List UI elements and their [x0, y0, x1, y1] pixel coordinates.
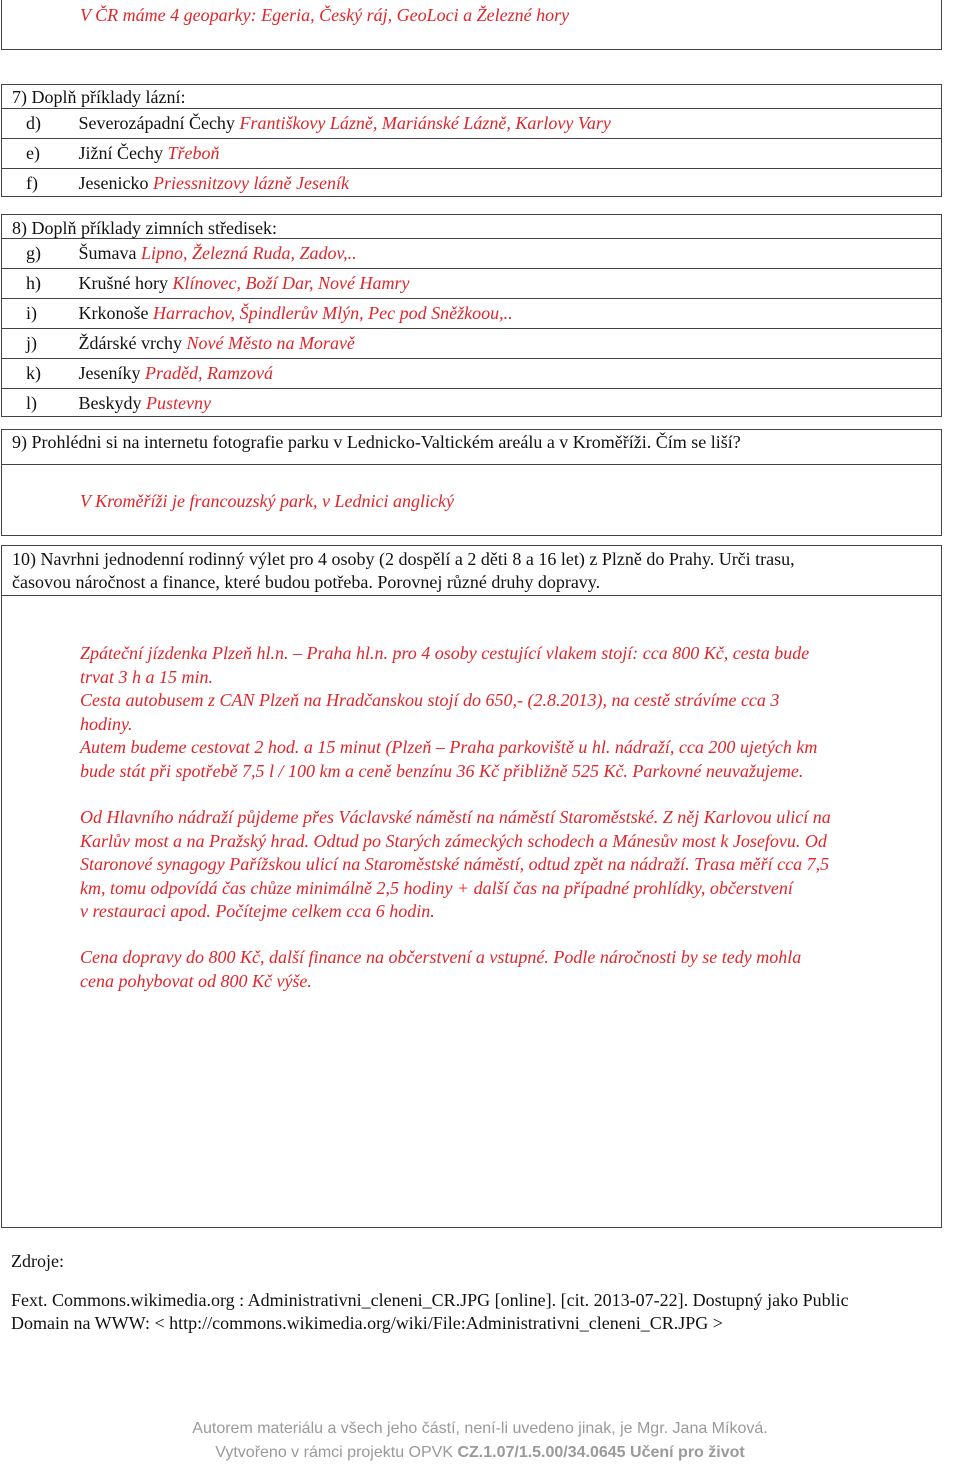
item-label: h): [26, 273, 41, 293]
text-line: bude stát při spotřebě 7,5 l / 100 km a ceně benzínu 36 Kč přibližně 525 Kč. Parkovné neuvažujeme.: [80, 760, 804, 781]
question-9-answer: V Kroměříži je francouzský park, v Lednici anglický: [80, 491, 454, 511]
item-label: k): [26, 363, 41, 383]
question-8-title: [2, 215, 941, 239]
question-10-title-line-2: časovou náročnost a finance, které budou potřeba. Porovnej různé druhy dopravy.: [12, 572, 601, 592]
item-region: Jeseníky: [78, 363, 141, 383]
item-answer: Priessnitzovy lázně Jeseník: [152, 173, 349, 193]
question-8-item-l: [2, 388, 941, 418]
text-line: Karlův most a na Pražský hrad. Odtud po Starých zámeckých schodech a Mánesův most k Josefovu. Od: [80, 830, 827, 851]
item-label: e): [26, 143, 40, 163]
sources-line-2: Domain na WWW: < http://commons.wikimedia.org/wiki/File:Administrativni_cleneni_CR.JPG >: [11, 1313, 723, 1333]
text-line: v restauraci apod. Počítejme celkem cca 6 hodin.: [80, 901, 435, 921]
text-line: trvat 3 h a 15 min.: [80, 666, 213, 687]
item-label: i): [26, 303, 37, 323]
question-9-box: [1, 429, 942, 536]
text-line: Od Hlavního nádraží půjdeme přes Václavské náměstí na náměstí Staroměstské. Z něj Karlovou ulicí na: [80, 807, 831, 827]
project-code: CZ.1.07/1.5.00/34.0645: [457, 1444, 626, 1461]
project-name: Učení pro život: [625, 1444, 745, 1461]
geoparks-answer: V ČR máme 4 geoparky: Egeria, Český ráj, GeoLoci a Železné hory: [80, 5, 570, 25]
sources-heading: Zdroje:: [11, 1251, 64, 1271]
page-footer: [0, 1417, 960, 1465]
item-label: l): [26, 393, 37, 413]
question-7-item-d: [2, 108, 941, 138]
question-7-title: [2, 85, 941, 109]
question-10-route-paragraph: [80, 806, 940, 924]
item-label: d): [26, 113, 41, 133]
item-label: j): [26, 333, 37, 353]
item-region: Severozápadní Čechy: [78, 113, 235, 133]
item-label: f): [26, 173, 38, 193]
question-8-item-g: [2, 238, 941, 268]
text-line: Cena dopravy do 800 Kč, další finance na občerstvení a vstupné. Podle náročnosti by se tedy mohla: [80, 947, 802, 967]
question-9-title: [2, 430, 941, 465]
question-10-title: [2, 546, 941, 596]
text-line: Staronové synagogy Pařížskou ulicí na Staroměstské náměstí, odtud zpět na nádraží. Trasa měří cca 7,5: [80, 854, 830, 874]
question-7-item-e: [2, 138, 941, 168]
author-line: Autorem materiálu a všech jeho částí, není-li uvedeno jinak, je Mgr. Jana Míková.: [192, 1420, 768, 1437]
text-line: cena pohybovat od 800 Kč výše.: [80, 970, 312, 991]
item-region: Beskydy: [78, 393, 142, 413]
item-label: g): [26, 243, 41, 263]
sources-line-1: Fext. Commons.wikimedia.org : Administrativni_cleneni_CR.JPG [online]. [cit. 2013-07-22]. Dostupný jako Public: [11, 1290, 849, 1310]
question-9-title-text: 9) Prohlédni si na internetu fotografie parku v Lednicko-Valtickém areálu a v Kroměříži. Čím se liší?: [12, 432, 741, 452]
question-8-item-i: [2, 298, 941, 328]
question-7-item-f: [2, 168, 941, 198]
item-region: Jižní Čechy: [78, 143, 163, 163]
text-line: Zpáteční jízdenka Plzeň hl.n. – Praha hl.n. pro 4 osoby cestující vlakem stojí: cca 800 Kč, cesta bude: [80, 643, 810, 663]
question-10-transport-paragraph: [80, 642, 940, 783]
text-line: Autem budeme cestovat 2 hod. a 15 minut (Plzeň – Praha parkoviště u hl. nádraží, cca 200 ujetých km: [80, 737, 818, 757]
item-answer: Harrachov, Špindlerův Mlýn, Pec pod Sněžkoou,..: [153, 303, 513, 323]
item-region: Šumava: [78, 243, 137, 263]
question-8-title-text: 8) Doplň příklady zimních středisek:: [12, 218, 277, 238]
item-region: Jesenicko: [78, 173, 149, 193]
item-answer: Klínovec, Boží Dar, Nové Hamry: [172, 273, 410, 293]
question-8-item-j: [2, 328, 941, 358]
project-line: [0, 1441, 960, 1465]
question-10-box: [1, 545, 942, 1228]
question-8-item-h: [2, 268, 941, 298]
item-answer: Lipno, Železná Ruda, Zadov,..: [141, 243, 357, 263]
question-9-answer-row: [2, 464, 941, 537]
sources-section: [11, 1250, 849, 1335]
text-line: hodiny.: [80, 713, 133, 734]
item-answer: Třeboň: [167, 143, 220, 163]
text-line: Cesta autobusem z CAN Plzeň na Hradčanskou stojí do 650,- (2.8.2013), na cestě strávíme cca 3: [80, 690, 780, 710]
question-8-item-k: [2, 358, 941, 388]
item-answer: Pustevny: [146, 393, 211, 413]
question-7-table: [1, 84, 942, 197]
question-7-title-text: 7) Doplň příklady lázní:: [12, 87, 186, 107]
project-prefix: Vytvořeno v rámci projektu OPVK: [215, 1444, 458, 1461]
geoparks-answer-box: [1, 0, 942, 50]
text-line: km, tomu odpovídá čas chůze minimálně 2,5 hodiny + další čas na případné prohlídky, občerstvení: [80, 877, 793, 898]
item-region: Krkonoše: [78, 303, 149, 323]
question-10-title-line-1: 10) Navrhni jednodenní rodinný výlet pro 4 osoby (2 dospělí a 2 děti 8 a 16 let) z Plzně do Prahy. Urči trasu,: [12, 549, 795, 569]
question-10-price-paragraph: [80, 946, 940, 993]
item-answer: Nové Město na Moravě: [186, 333, 355, 353]
item-region: Krušné hory: [78, 273, 168, 293]
item-region: Ždárské vrchy: [78, 333, 182, 353]
item-answer: Praděd, Ramzová: [145, 363, 273, 383]
item-answer: Františkovy Lázně, Mariánské Lázně, Karlovy Vary: [239, 113, 611, 133]
question-8-table: [1, 214, 942, 417]
